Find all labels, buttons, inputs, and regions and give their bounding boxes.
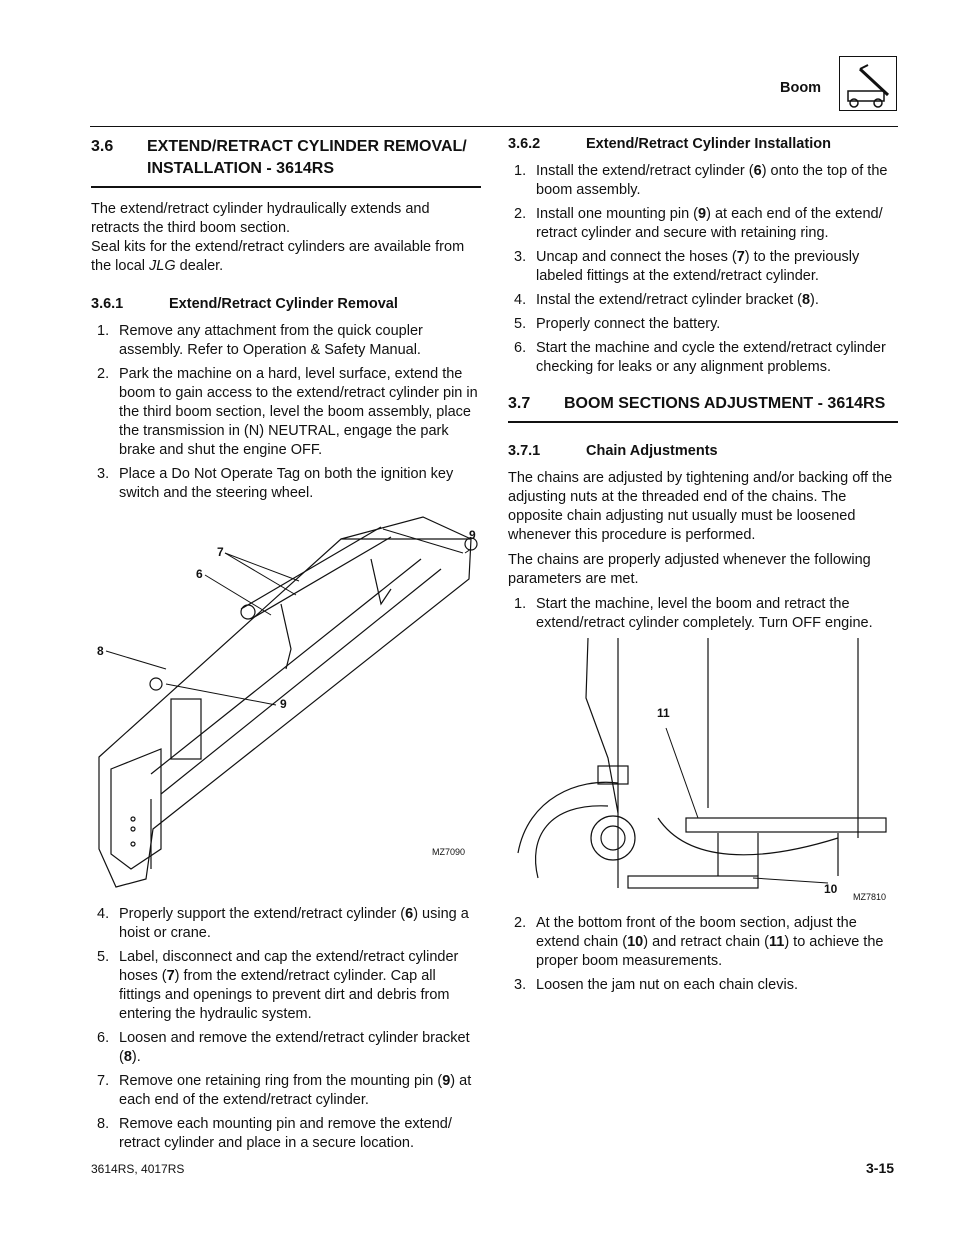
step-text: Remove each mounting pin and remove the extend/ retract cylinder and place in a secure location. [119,1116,452,1151]
step-number: 4. [97,906,110,922]
list-item [508,976,898,995]
step-number: 5. [514,316,527,332]
step-text: Park the machine on a hard, level surface, extend the boom to gain access to the extend/retract cylinder pin in the third boom section, level the boom assembly, place the transmission in (N) NEUTRAL, engage the park brake and shut the engine OFF. [119,366,478,458]
right-column [508,134,898,1000]
step-number: 2. [514,206,527,222]
list-item [91,365,481,460]
step-number: 1. [97,323,110,339]
step-number: 6. [97,1030,110,1046]
step-text: At the bottom front of the boom section, adjust the extend chain (10) and retract chain (11) to achieve the proper boom measurements. [536,915,884,969]
header-section-title: Boom [780,80,822,96]
step-text: Uncap and connect the hoses (7) to the previously labeled fittings at the extend/retract cylinder. [536,249,860,284]
list-item [91,905,481,943]
chain-paragraph-1: The chains are adjusted by tightening and/or backing off the adjusting nuts at the threaded end of the chains. The opposite chain adjusting nut usually must be loosened whenever this procedure is performed. [508,470,893,543]
step-number: 2. [97,366,110,382]
step-number: 3. [514,249,527,265]
callout-9-top: 9 [469,528,476,542]
callout-10: 10 [824,882,838,896]
list-item [508,315,898,334]
removal-steps-list-continued [91,905,481,1153]
header-rule [90,126,898,127]
section-3-6-heading [91,136,481,188]
callout-7: 7 [217,545,224,559]
step-text: Instal the extend/retract cylinder bracket (8). [536,292,819,308]
figure-id: MZ7090 [432,847,466,857]
callout-8: 8 [97,644,104,658]
section-3-7-heading: 3.7 BOOM SECTIONS ADJUSTMENT - 3614RS [508,393,898,423]
step-text: Install one mounting pin (9) at each end of the extend/ retract cylinder and secure with retaining ring. [536,206,883,241]
removal-steps-list [91,322,481,503]
step-text: Label, disconnect and cap the extend/retract cylinder hoses (7) from the extend/retract cylinder. Cap all fittings and openings to prevent dirt and debris from entering the hydraulic system. [119,949,459,1022]
list-item [508,205,898,243]
list-item [508,291,898,310]
chain-steps-list [508,595,898,633]
step-number: 8. [97,1116,110,1132]
callout-9-bottom: 9 [280,697,287,711]
chain-adjustment-drawing [508,638,898,908]
section-3-6-2-heading: 3.6.2 Extend/Retract Cylinder Installation [508,136,831,152]
step-text: Start the machine and cycle the extend/retract cylinder checking for leaks or any alignment problems. [536,340,886,375]
step-number: 2. [514,915,527,931]
chain-figure [508,638,898,908]
list-item [508,162,898,200]
step-text: Install the extend/retract cylinder (6) onto the top of the boom assembly. [536,163,888,198]
list-item [91,1072,481,1110]
list-item [91,465,481,503]
list-item [508,248,898,286]
cylinder-figure [91,509,481,899]
step-text: Loosen and remove the extend/retract cylinder bracket (8). [119,1030,470,1065]
callout-6: 6 [196,567,203,581]
step-text: Remove any attachment from the quick coupler assembly. Refer to Operation & Safety Manual. [119,323,423,358]
list-item [508,914,898,971]
list-item [91,1115,481,1153]
step-number: 6. [514,340,527,356]
step-number: 3. [97,466,110,482]
footer-models: 3614RS, 4017RS [91,1162,185,1176]
step-text: Start the machine, level the boom and retract the extend/retract cylinder completely. Turn OFF engine. [536,596,873,631]
step-text: Loosen the jam nut on each chain clevis. [536,977,798,993]
step-number: 5. [97,949,110,965]
section-number: 3.6 [91,138,114,155]
callout-11: 11 [657,706,670,720]
step-number: 3. [514,977,527,993]
figure-id: MZ7810 [853,892,887,902]
list-item [91,948,481,1024]
boom-machine-icon [839,56,897,111]
seal-kits-paragraph: Seal kits for the extend/retract cylinders are available from the local JLG dealer. [91,239,465,274]
step-number: 1. [514,163,527,179]
step-number: 7. [97,1073,110,1089]
list-item [91,322,481,360]
page-number: 3-15 [866,1160,895,1176]
section-3-6-1-heading: 3.6.1 Extend/Retract Cylinder Removal [91,296,398,312]
chain-steps-list-continued [508,914,898,995]
step-number: 4. [514,292,527,308]
step-text: Properly connect the battery. [536,316,721,332]
list-item [508,595,898,633]
left-column [91,134,481,1158]
section-3-7-1-heading: 3.7.1 Chain Adjustments [508,443,718,459]
step-text: Place a Do Not Operate Tag on both the ignition key switch and the steering wheel. [119,466,454,501]
installation-steps-list [508,162,898,377]
step-text: Properly support the extend/retract cylinder (6) using a hoist or crane. [119,906,469,941]
intro-paragraph: The extend/retract cylinder hydraulically extends and retracts the third boom section. [91,201,430,236]
step-text: Remove one retaining ring from the mounting pin (9) at each end of the extend/retract cylinder. [119,1073,472,1108]
list-item [91,1029,481,1067]
section-title: EXTEND/RETRACT CYLINDER REMOVAL/ INSTALLATION - 3614RS [147,138,467,177]
step-number: 1. [514,596,527,612]
chain-paragraph-2: The chains are properly adjusted whenever the following parameters are met. [508,552,871,587]
list-item [508,339,898,377]
